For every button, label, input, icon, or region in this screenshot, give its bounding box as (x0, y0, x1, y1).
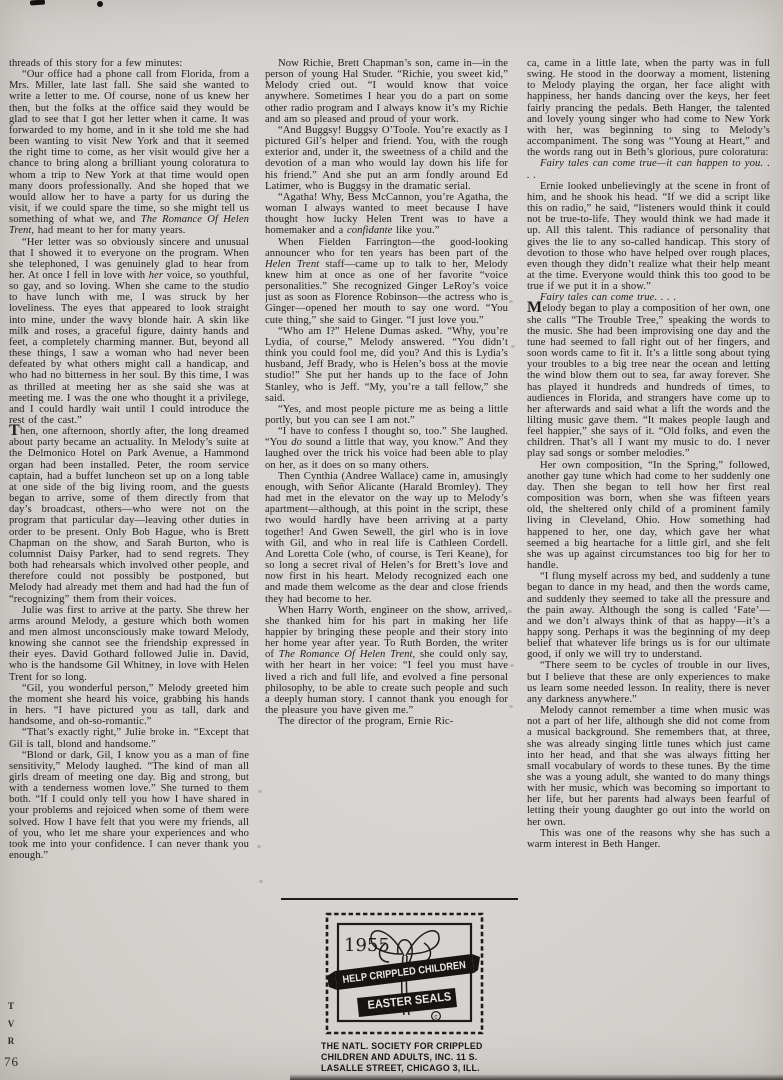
paragraph-initial-cap: M (527, 299, 543, 317)
paragraph: ca, came in a little late, when the party was in full swing. He stood in the doorway a moment, listening to Melody playing the organ, her face alight with happiness, her hands dancing over the keys, her feet fairly prancing the pedals. Beth Hanger, the talented and lovely young singer who had come to New York with her, was beginning to sing to Melody’s accompaniment. The song was “Young at Heart,” and the words rang out in Beth’s glorious, pure coloratura: (527, 58, 770, 159)
paragraph: When Fielden Farrington—the good-looking announcer who for ten years has been part of the Helen Trent staff—came up to talk to her, Melody knew him at once as one of her favorite “voice personalities.” She recognized Ginger LeRoy’s voice just as soon as Florence Robinson—the actress who is Ginger—opened her mouth to say one word. “You cute thing,” she said to Ginger. “I just love you.” (265, 236, 508, 326)
paragraph: Julie was first to arrive at the party. She threw her arms around Melody, a gesture which both women and men almost unconsciously make toward Melody, knowing she cannot see the friendship expressed in their eyes. David Gothard followed Julie in. David, who is the handsome Gil Whitney, in love with Helen Trent for so long. (9, 604, 249, 683)
paragraph: “Gil, you wonderful person,” Melody greeted him the moment she heard his voice, grabbing his hands in hers. “I have pictured you as tall, dark and handsome, and oh-so-romantic.” (9, 682, 249, 728)
showthrough-speck (257, 845, 261, 848)
svg-text:c: c (434, 1013, 438, 1021)
stamp-banner-easter: EASTER SEALS (366, 988, 460, 1012)
paragraph: Melody began to play a composition of her own, one she calls “The Trouble Tree,” speaking the words to the music. She had been improvising one day and the tune had seemed to fall right out of her fingers, and soon words came to fit it. It’s a little song about tying your troubles to a big tree near the ocean and letting the wind blow them out to sea, far away forever. She has played it hundreds and hundreds of times, to audiences in Florida, and strangers have come up to her afterwards and said what a lift the words and the lilting music gave them. “It makes people laugh and feel happier,” she says of it. “Old folks, and even the children. That’s all I want my music to do. I never play sad songs or somber melodies.” (527, 299, 770, 460)
text-column-1 (9, 58, 249, 1062)
paragraph: Then Cynthia (Andree Wallace) came in, amusingly enough, with Señor Alicante (Harald Bromley). They had met in the elevator on the way up to Melody’s apartment—although, at this point in the script, these two would hardly have been arriving at a party together! And Gwen Sewell, the girl who is in love with Gil, and who in real life is Cathleen Cordell. And Loretta Cole (who, of course, is Teri Keane), for so long a secret rival of Helen’s for Brett’s love and now first in his heart. Melody recognized each one and made them welcome as the dear and close friends they had become to her. (265, 470, 508, 605)
spine-letters (6, 998, 16, 1051)
stamp-caption-line: LASALLE STREET, CHICAGO 3, ILL. (321, 1062, 480, 1073)
paragraph: Now Richie, Brett Chapman’s son, came in—in the person of young Hal Studer. “Richie, you sweet kid,” Melody cried out. “I would know that voice anywhere. Sometimes I hear you do a part on some other radio program and I always know it’s my Richie and am so pleased and proud of your work. (265, 58, 508, 125)
copyright-icon (432, 1012, 441, 1021)
text-column-3 (527, 58, 770, 1074)
showthrough-speck (258, 790, 262, 793)
stamp-year: 1955 (344, 935, 390, 956)
paragraph: Melody cannot remember a time when music was not a part of her life, although she did not come from a musical background. She remembers that, at three, she was already singing little tunes which just came into her head, and that she was always fitting her small vocabulary of words to these tunes. By the time she was a young adult, she wanted to do many things with her music, which was becoming so important to her life, but her parents had always been fearful of letting their young daughter go out into the world on her own. (527, 705, 770, 828)
showthrough-speck (511, 345, 515, 348)
page-edge-shadow (290, 1074, 783, 1080)
paragraph: “That’s exactly right,” Julie broke in. “Except that Gil is tall, blond and handsome.” (9, 727, 249, 750)
paragraph-initial-cap: T (9, 422, 20, 440)
paragraph: When Harry Worth, engineer on the show, arrived, she thanked him for his part in making her life happier by bringing these people and their story into her home year after year. To Ruth Borden, the writer of The Romance Of Helen Trent, she could only say, with her heart in her voice: “I feel you must have lived a rich and full life, and evolved a fine personal philosophy, to be able to create such people and such a deeply human story. I cannot thank you enough for the pleasure you have given me.” (265, 604, 508, 717)
spine-letter: T (7, 1001, 14, 1011)
divider-rule (281, 898, 518, 900)
paragraph: “Who am I?” Helene Dumas asked. “Why, you’re Lydia, of course,” Melody answered. “You didn’t think you could fool me, did you? And this is Lydia’s husband, Jeff Brady, who is Helen’s boss at the movie studio!” She put her hands up to the face of John Stanley, who is Jeff. “My, you’re a tall fellow,” she said. (265, 325, 508, 404)
ink-speck (30, 0, 45, 6)
showthrough-speck (259, 880, 263, 883)
page-number: 76 (4, 1054, 19, 1069)
paragraph: “There seem to be cycles of trouble in our lives, but I believe that these are only experiences to make us learn some needed lesson. In reality, there is never any darkness anywhere.” (527, 660, 770, 705)
paragraph: “I flung myself across my bed, and suddenly a tune began to dance in my head, and then the words came, and suddenly they seemed to take all the pressure and the pain away. Although the song is called ‘Fate’—and we don’t always think of that as happy—it’s a happy song. Perhaps it was the beginning of my deep belief that whatever life brings us is for our ultimate good, if only we will try to understand. (527, 571, 770, 661)
easter-seals-stamp (322, 910, 487, 1038)
ink-speck (97, 1, 103, 7)
stamp-caption (321, 1041, 505, 1073)
paragraph: “I have to confess I thought so, too.” She laughed. “You do sound a little that way, you know.” And they laughed over the trick his voice had been able to play on her, as it does on so many others. (265, 426, 508, 471)
paragraph: Ernie looked unbelievingly at the scene in front of him, and he shook his head. “If we did a script like this on radio,” he said, “listeners would think it could not be true-to-life. They would think we had made it up. All this talent. This radiance of personality that gives the lie to any so-called handicap. This story of devotion to those who have helped over rough places, even though they didn’t realize what their help meant at the time. Everyone would think this too good to be true if we put it in a show.” (527, 180, 770, 293)
paragraph: “Agatha! Why, Bess McCannon, you’re Agatha, the woman I always wanted to meet because I have thought how lucky Helen Trent was to have a homemaker and a confidante like you.” (265, 191, 508, 237)
showthrough-speck (509, 300, 513, 303)
showthrough-speck (509, 705, 513, 708)
paragraph: The director of the program, Ernie Ric- (278, 716, 454, 728)
paragraph: threads of this story for a few minutes: (9, 58, 183, 69)
stamp-caption-line: THE NATL. SOCIETY FOR CRIPPLED (321, 1041, 483, 1051)
paragraph: Then, one afternoon, shortly after, the long dreamed about party became an actuality. In Melody’s suite at the Delmonico Hotel on Park Avenue, a Hammond organ had been installed. Peter, the room service captain, had a buffet luncheon set up on a long table at one side of the big living room, and the guests began to arrive, some of them directly from that day’s broadcast, others—who were not on the program that particular day—leaving other duties in order to be present. Only Bob Hague, who is Brett Chapman on the show, and Sarah Burton, who is columnist Daisy Parker, had to send regrets. They both had rehearsals which involved other people, and therefore could not possibly be postponed, but Melody had already met them and had had the fun of “recognizing” them from their voices. (9, 422, 249, 605)
paragraph: “Her letter was so obviously sincere and unusual that I showed it to everyone on the program. When she telephoned, I was genuinely glad to hear from her. At once I fell in love with her voice, so youthful, so gay, and so loving. When she came to the studio to have lunch with me, I was struck by her loveliness. The eyes that appeared to look straight into mine, under the wavy blonde hair. A skin like milk and roses, a graceful figure, dainty hands and feet, a completely charming manner. But, beyond all these things, I saw a woman who had never been defeated by what others might call a handicap, and who had no bitterness in her soul. By this time, I was as thrilled at meeting her as she said she was at meeting me. I was the one who thought it a privilege, and I could hardly wait until I could introduce the rest of the cast.” (9, 236, 249, 426)
paragraph: “Blond or dark, Gil, I know you as a man of fine sensitivity,” Melody laughed. “The kind of man all girls dream of meeting one day. Big and strong, but with a tenderness women love.” She turned to them both. “If I could only tell you how I have shared in your problems and rejoiced when some of them were solved. How I have felt that you were my friends, all of you, who let me share your experiences and who took me into your confidence. I can never thank you enough.” (9, 749, 249, 862)
stamp-graphic (322, 910, 487, 1038)
paragraph: “And Buggsy! Buggsy O’Toole. You’re exactly as I pictured Gil’s helper and friend. You, with the rough exterior and, under it, the sweetness of a child and the devotion of a man who would lay down his life for his friend.” And she put an arm fondly around Ed Latimer, who is Buggsy in the dramatic serial. (265, 124, 508, 192)
spine-letter: R (7, 1036, 15, 1046)
paragraph: Fairy tales can come true—it can happen to you. . . . (527, 158, 770, 181)
showthrough-speck (510, 664, 514, 667)
showthrough-speck (508, 610, 512, 613)
paragraph: Her own composition, “In the Spring,” followed, another gay tune which had come to her suddenly one day. Then she began to tell how her first real composition was born, when she was fifteen years old, the sheltered only child of a prominent family living in Cleveland, Ohio. How something had happened to her, one day, which gave her what seemed a big heartache for a little girl, and she felt she was up against circumstances too big for her to handle. (527, 459, 770, 572)
spine-letter: V (7, 1018, 15, 1029)
text-column-2 (265, 58, 508, 896)
stamp-caption-line: CHILDREN AND ADULTS, INC. 11 S. (321, 1051, 478, 1062)
paragraph: This was one of the reasons why she has such a warm interest in Beth Hanger. (527, 827, 770, 850)
stamp-banner-help: HELP CRIPPLED CHILDREN (341, 956, 484, 986)
paragraph: “Our office had a phone call from Florida, from a Mrs. Miller, late last fall. She said she wanted to write a letter to me. Of course, none of us knew her then, but the folks at the office said they would be glad to see that I got her letter when it came. It was forwarded to my home, and in it she told me she had been wanting to visit New York and that it seemed the right time to come, as her visit would give her a chance to bring along a brilliant young coloratura to whom a trip to New York at that time would open many doors professionally. And she hoped that we would allow her to have a party for us during the visit, if we could spare the time, so she might tell us something of what we, and The Romance Of Helen Trent, had meant to her for many years. (9, 69, 249, 237)
banner-help-ribbon (327, 954, 484, 990)
paragraph: “Yes, and most people picture me as being a little portly, but you can see I am not.” (265, 403, 508, 426)
paragraph: Fairy tales can come true. . . . (540, 292, 677, 304)
